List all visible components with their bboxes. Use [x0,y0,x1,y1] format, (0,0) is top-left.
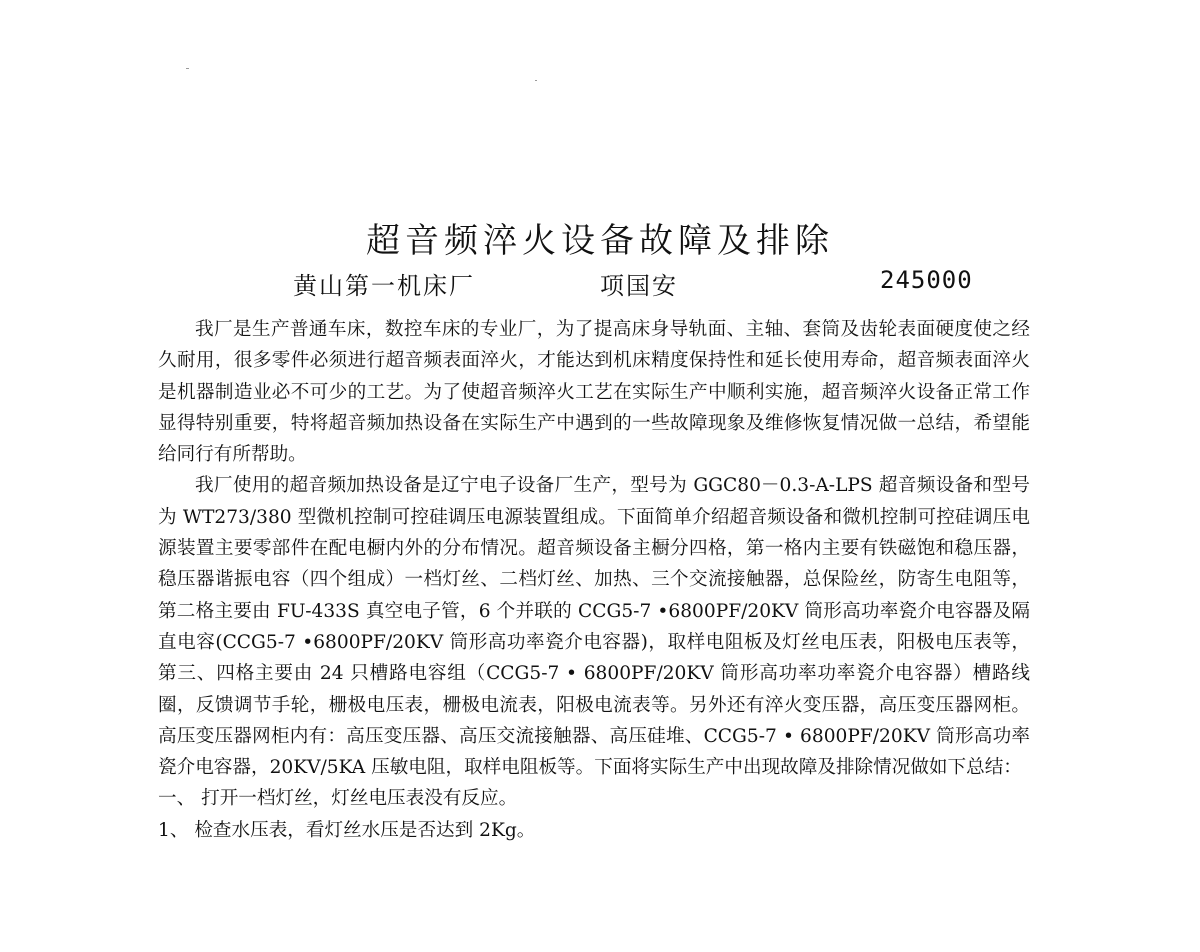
document-body [158,314,1030,846]
scan-speck [186,68,189,69]
document-title: 超音频淬火设备故障及排除 [366,220,834,261]
paragraph-equipment: 我厂使用的超音频加热设备是辽宁电子设备厂生产，型号为 GGC80－0.3-A-LPS 超音频设备和型号为 WT273/380 型微机控制可控硅调压电源装置组成。下面简单介绍超音频设备和微机控制可控硅调压电源装置主要零部件在配电橱内外的分布情况。超音频设备主橱分四格，第一格内主要有铁磁饱和稳压器，稳压器谐振电容（四个组成）一档灯丝、二档灯丝、加热、三个交流接触器，总保险丝，防寄生电阻等，第二格主要由 FU-433S 真空电子管，6 个并联的 CCG5-7 •6800PF/20KV 筒形高功率瓷介电容器及隔直电容(CCG5-7 •6800PF/20KV 筒形高功率瓷介电容器)，取样电阻板及灯丝电压表，阳极电压表等，第三、四格主要由 24 只槽路电容组（CCG5-7 • 6800PF/20KV 筒形高功率功率瓷介电容器）槽路线圈，反馈调节手轮，栅极电压表，栅极电流表，阳极电流表等。另外还有淬火变压器，高压变压器网柜。高压变压器网柜内有：高压变压器、高压交流接触器、高压硅堆、CCG5-7 • 6800PF/20KV 筒形高功率瓷介电容器，20KV/5KA 压敏电阻，取样电阻板等。下面将实际生产中出现故障及排除情况做如下总结： [158,475,1030,779]
section-heading-fault-1: 一、 打开一档灯丝，灯丝电压表没有反应。 [158,788,518,810]
scan-speck [535,80,537,81]
author-organization: 黄山第一机床厂 [293,272,475,300]
postal-code: 245000 [880,266,973,294]
step-check-water-pressure: 1、 检查水压表，看灯丝水压是否达到 2Kg。 [158,819,536,841]
paragraph-intro: 我厂是生产普通车床，数控车床的专业厂，为了提高床身导轨面、主轴、套筒及齿轮表面硬度使之经久耐用，很多零件必须进行超音频表面淬火，才能达到机床精度保持性和延长使用寿命，超音频表面淬火是机器制造业必不可少的工艺。为了使超音频淬火工艺在实际生产中顺利实施，超音频淬火设备正常工作显得特别重要，特将超音频加热设备在实际生产中遇到的一些故障现象及维修恢复情况做一总结，希望能给同行有所帮助。 [158,319,1030,466]
author-name: 项国安 [600,272,678,300]
